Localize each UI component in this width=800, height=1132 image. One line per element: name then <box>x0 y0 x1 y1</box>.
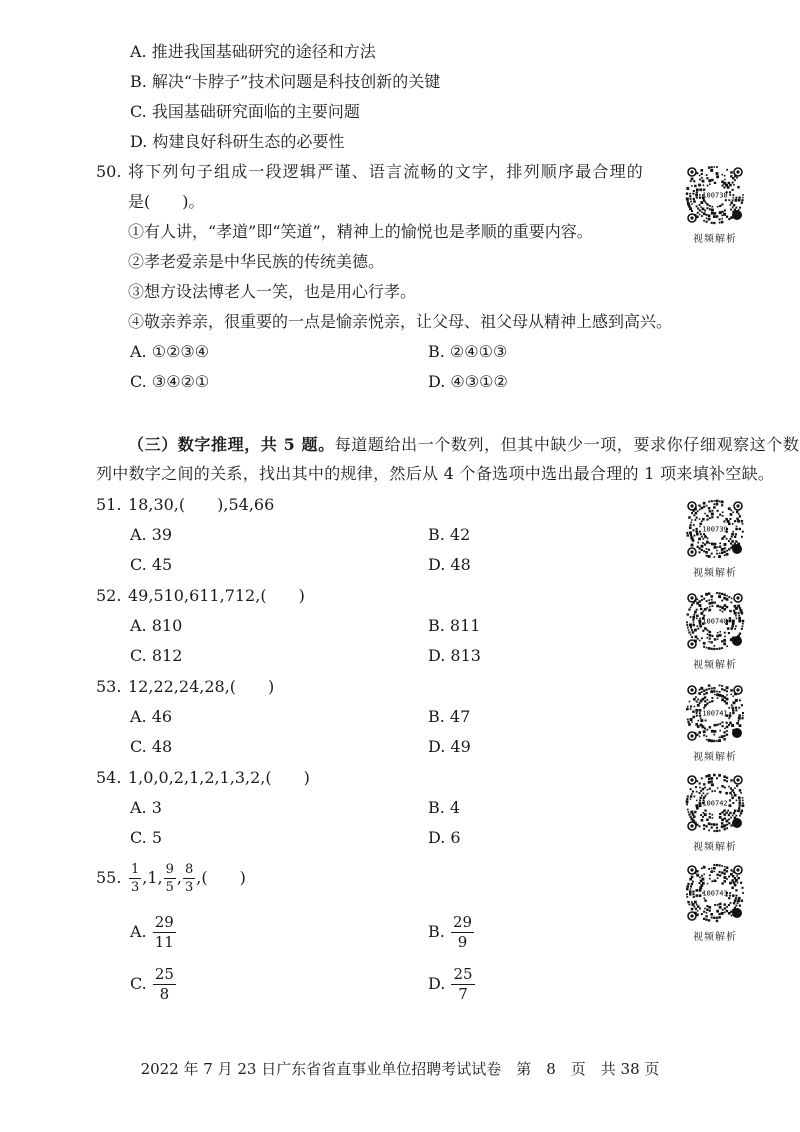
q54-stem: 1,0,0,2,1,2,1,3,2,( ) <box>128 768 310 787</box>
option-label: D. <box>428 974 446 993</box>
section-title: （三）数字推理，共 5 题。 <box>128 435 335 454</box>
fraction-numerator: 1 <box>131 862 140 877</box>
q55-option-a[interactable] <box>130 910 177 954</box>
q54-option-c[interactable]: C. 5 <box>130 828 163 847</box>
qr-code-q54[interactable] <box>678 770 752 853</box>
qr-code-q53[interactable] <box>678 680 752 763</box>
section-intro-line1 <box>128 433 800 457</box>
q49-option-d: D. 构建良好科研生态的必要性 <box>130 132 345 151</box>
qr-code-q55[interactable] <box>678 860 752 943</box>
q50-sentence-3: ③想方设法博老人一笑，也是用心行孝。 <box>128 282 417 301</box>
option-fraction <box>451 967 474 1002</box>
option-label: B. <box>428 922 445 941</box>
fraction-numerator: 25 <box>453 965 473 983</box>
qr-code-number: 100742 <box>702 799 728 808</box>
qr-code-number: 100743 <box>702 889 728 898</box>
qr-code-q52[interactable] <box>678 588 752 671</box>
q55-stem-fraction-2 <box>164 863 176 894</box>
fraction-denominator: 11 <box>154 933 174 951</box>
q50-sentence-4: ④敬亲养亲，很重要的一点是愉亲悦亲，让父母、祖父母从精神上感到高兴。 <box>128 312 673 331</box>
q55-stem-sep-2: , <box>176 868 183 887</box>
q51-option-d[interactable]: D. 48 <box>428 555 471 574</box>
section-intro-line2: 列中数字之间的关系，找出其中的规律，然后从 4 个备选项中选出最合理的 1 项来填补空缺。 <box>96 464 775 483</box>
q50-option-c[interactable]: C. ③④②① <box>130 372 210 391</box>
q50-sentence-1: ①有人讲，“孝道”即“笑道”，精神上的愉悦也是孝顺的重要内容。 <box>128 222 593 241</box>
option-fraction <box>153 967 176 1002</box>
q52-option-c[interactable]: C. 812 <box>130 646 183 665</box>
fraction-denominator: 5 <box>165 880 174 895</box>
qr-icon <box>682 162 748 228</box>
qr-caption: 视频解析 <box>693 568 737 579</box>
q50-option-a[interactable]: A. ①②③④ <box>130 342 210 361</box>
qr-caption: 视频解析 <box>693 842 737 853</box>
q52-option-d[interactable]: D. 813 <box>428 646 481 665</box>
q53-stem: 12,22,24,28,( ) <box>128 677 275 696</box>
q52-option-a[interactable]: A. 810 <box>130 616 183 635</box>
qr-icon <box>682 860 748 926</box>
q49-option-c: C. 我国基础研究面临的主要问题 <box>130 102 360 121</box>
fraction-denominator: 9 <box>457 933 468 951</box>
q55-stem-fraction-3 <box>183 863 195 894</box>
q51-option-a[interactable]: A. 39 <box>130 525 173 544</box>
qr-caption: 视频解析 <box>693 752 737 763</box>
qr-caption: 视频解析 <box>693 234 737 245</box>
qr-icon <box>682 588 748 654</box>
q51-number: 51. <box>96 495 122 514</box>
q50-stem-line1: 将下列句子组成一段逻辑严谨、语言流畅的文字，排列顺序最合理的 <box>128 162 645 181</box>
qr-icon <box>682 770 748 836</box>
fraction-numerator: 25 <box>154 965 174 983</box>
q55-option-b[interactable] <box>428 910 475 954</box>
q54-number: 54. <box>96 768 122 787</box>
option-label: C. <box>130 974 147 993</box>
q50-sentence-2: ②孝老爱亲是中华民族的传统美德。 <box>128 252 385 271</box>
qr-code-number: 100740 <box>702 617 728 626</box>
q55-stem-tail: ,( ) <box>196 868 246 887</box>
q49-option-b: B. 解决“卡脖子”技术问题是科技创新的关键 <box>130 72 441 91</box>
q50-option-b[interactable]: B. ②④①③ <box>428 342 508 361</box>
q54-option-b[interactable]: B. 4 <box>428 798 461 817</box>
q50-stem-line2: 是( )。 <box>128 192 205 211</box>
page-footer: 2022 年 7 月 23 日广东省省直事业单位招聘考试试卷 第 8 页 共 38 页 <box>140 1060 660 1078</box>
q51-option-b[interactable]: B. 42 <box>428 525 471 544</box>
q55-number: 55. <box>96 868 122 887</box>
q50-option-d[interactable]: D. ④③①② <box>428 372 508 391</box>
fraction-numerator: 29 <box>452 913 473 931</box>
option-label: A. <box>130 922 147 941</box>
fraction-numerator: 29 <box>154 913 174 931</box>
qr-code-number: 100739 <box>702 525 728 534</box>
fraction-numerator: 8 <box>185 862 194 877</box>
option-fraction <box>451 915 474 950</box>
q54-option-d[interactable]: D. 6 <box>428 828 461 847</box>
q53-option-b[interactable]: B. 47 <box>428 707 471 726</box>
q54-option-a[interactable]: A. 3 <box>130 798 162 817</box>
fraction-denominator: 3 <box>185 880 194 895</box>
fraction-denominator: 7 <box>458 985 468 1003</box>
q53-option-a[interactable]: A. 46 <box>130 707 173 726</box>
q55-stem-fraction-1 <box>129 863 141 894</box>
q51-stem: 18,30,( ),54,66 <box>128 495 275 514</box>
qr-code-number: 100738 <box>702 191 728 200</box>
qr-icon <box>682 496 748 562</box>
q55-stem <box>128 858 246 898</box>
q55-option-c[interactable] <box>130 962 177 1006</box>
q53-option-c[interactable]: C. 48 <box>130 737 173 756</box>
q55-stem-sep-1: ,1, <box>142 868 163 887</box>
q52-option-b[interactable]: B. 811 <box>428 616 481 635</box>
fraction-denominator: 8 <box>159 985 170 1003</box>
option-fraction <box>153 915 176 950</box>
qr-caption: 视频解析 <box>693 932 737 943</box>
q50-number: 50. <box>96 162 122 181</box>
qr-code-number: 100741 <box>702 709 728 718</box>
qr-caption: 视频解析 <box>693 660 737 671</box>
q51-option-c[interactable]: C. 45 <box>130 555 173 574</box>
fraction-numerator: 9 <box>165 862 174 877</box>
q52-number: 52. <box>96 586 122 605</box>
q53-option-d[interactable]: D. 49 <box>428 737 471 756</box>
q55-option-d[interactable] <box>428 962 476 1006</box>
qr-code-q50[interactable] <box>678 162 752 245</box>
q53-number: 53. <box>96 677 122 696</box>
qr-code-q51[interactable] <box>678 496 752 579</box>
fraction-denominator: 3 <box>131 880 140 895</box>
section-intro-rest: 每道题给出一个数列，但其中缺少一项，要求你仔细观察这个数 <box>334 435 800 454</box>
q49-option-a: A. 推进我国基础研究的途径和方法 <box>130 42 376 61</box>
q52-stem: 49,510,611,712,( ) <box>128 586 305 605</box>
qr-icon <box>682 680 748 746</box>
